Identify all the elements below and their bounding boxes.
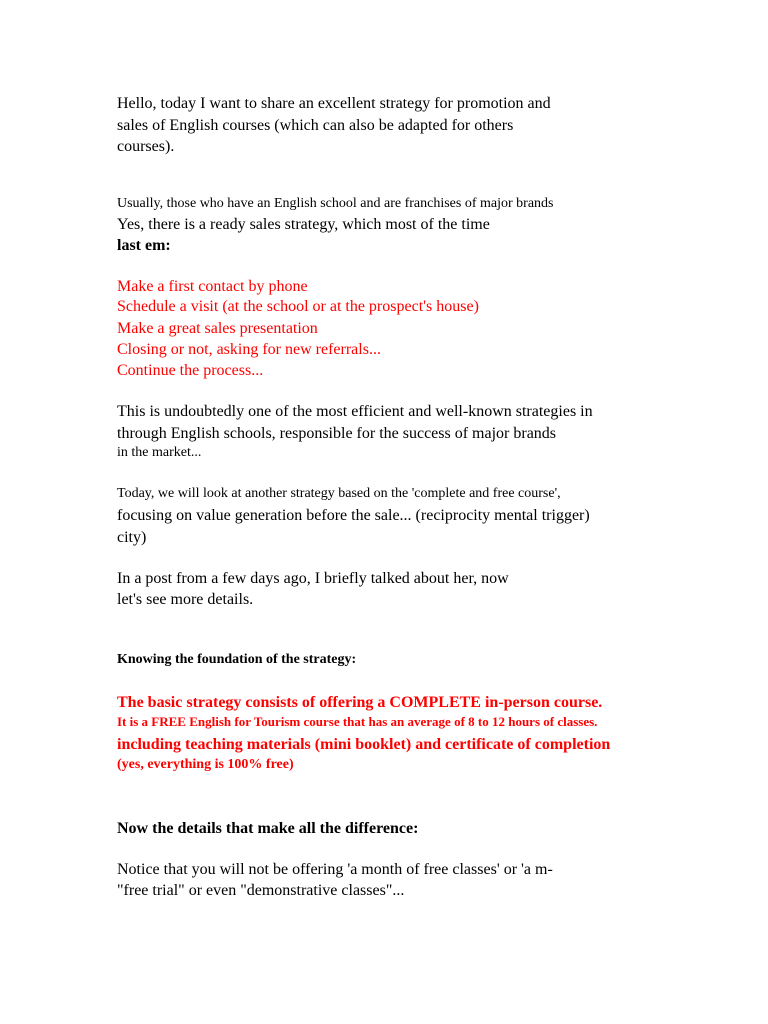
intro-line-1: Hello, today I want to share an excellent strategy for promotion and [117,95,551,112]
basic-line-4: (yes, everything is 100% free) [117,757,294,772]
details-heading: Now the details that make all the difference: [117,820,419,837]
basic-line-2: It is a FREE English for Tourism course that has an average of 8 to 12 hours of classes. [117,714,598,729]
step-item: Continue the process... [117,362,264,379]
foundation-heading: Knowing the foundation of the strategy: [117,652,357,667]
step-item: Schedule a visit (at the school or at the prospect's house) [117,298,479,315]
efficient-line-2: through English schools, responsible for the success of major brands [117,425,557,442]
step-item: Closing or not, asking for new referrals... [117,341,381,358]
post-line-1: In a post from a few days ago, I briefly talked about her, now [117,570,509,587]
today-line-1: Today, we will look at another strategy based on the 'complete and free course', [117,486,561,501]
efficient-line-1: This is undoubtedly one of the most efficient and well-known strategies in [117,403,593,420]
usually-line-3: last em: [117,237,171,254]
step-item: Make a first contact by phone [117,278,308,295]
notice-line-2: "free trial" or even "demonstrative classes"... [117,882,405,899]
post-line-2: let's see more details. [117,591,254,608]
notice-line-1: Notice that you will not be offering 'a month of free classes' or 'a m- [117,861,553,878]
usually-line-2: Yes, there is a ready sales strategy, which most of the time [117,216,490,233]
intro-line-3: courses). [117,138,175,155]
step-item: Make a great sales presentation [117,320,318,337]
intro-line-2: sales of English courses (which can also be adapted for others [117,117,514,134]
basic-line-1: The basic strategy consists of offering a COMPLETE in-person course. [117,694,603,711]
usually-line-1: Usually, those who have an English school and are franchises of major brands [117,196,554,211]
today-line-3: city) [117,529,147,546]
basic-line-3: including teaching materials (mini booklet) and certificate of completion [117,736,611,753]
efficient-line-3: in the market... [117,445,202,460]
today-line-2: focusing on value generation before the sale... (reciprocity mental trigger) [117,507,590,524]
